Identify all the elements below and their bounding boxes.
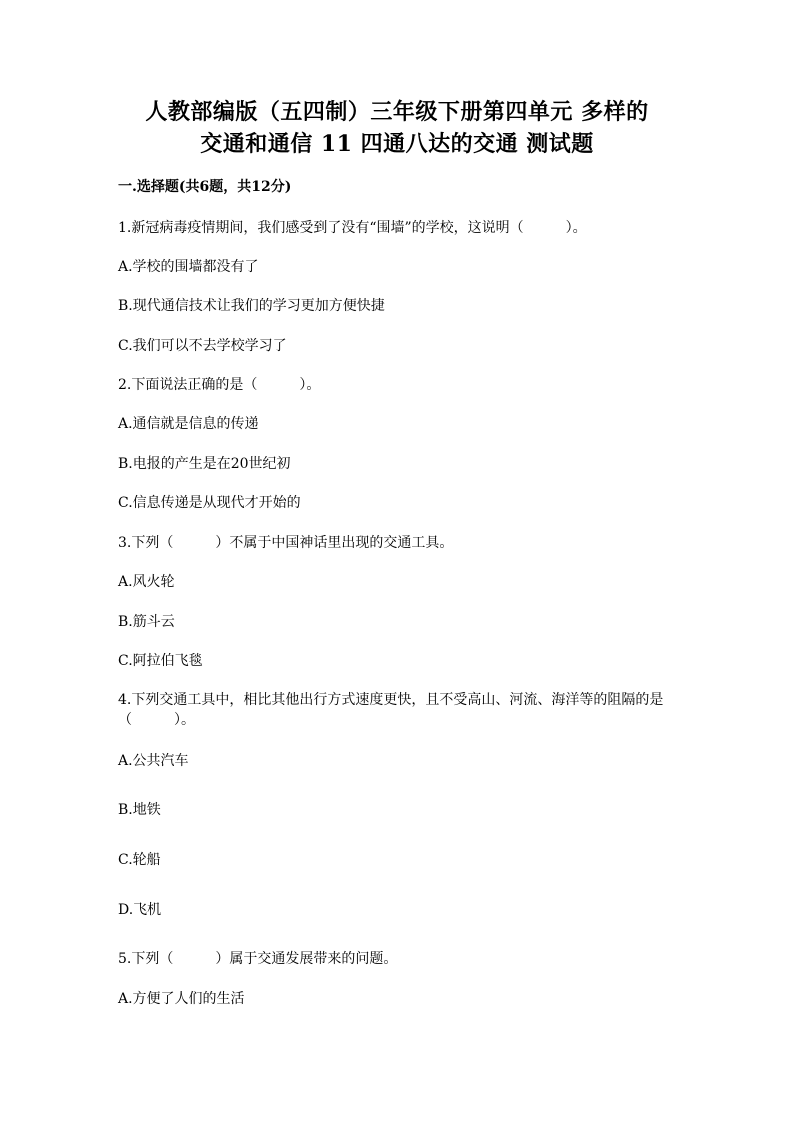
question-2-option-b: B.电报的产生是在20世纪初 — [118, 456, 291, 472]
question-1-option-b: B.现代通信技术让我们的学习更加方便快捷 — [118, 298, 385, 314]
question-2-stem: 2.下面说法正确的是（ ）。 — [118, 377, 321, 393]
question-5-option-a: A.方便了人们的生活 — [118, 991, 245, 1007]
question-4-option-b: B.地铁 — [118, 802, 161, 818]
question-2-option-a: A.通信就是信息的传递 — [118, 416, 259, 432]
question-4-option-c: C.轮船 — [118, 852, 161, 868]
question-4-stem: 4.下列交通工具中，相比其他出行方式速度更快，且不受高山、河流、海洋等的阻隔的是（ ）。 — [118, 692, 664, 728]
question-3-option-c: C.阿拉伯飞毯 — [118, 653, 203, 669]
question-1-stem: 1.新冠病毒疫情期间，我们感受到了没有“围墙”的学校，这说明（ ）。 — [118, 220, 587, 236]
question-4-option-d: D.飞机 — [118, 902, 162, 918]
question-1-option-c: C.我们可以不去学校学习了 — [118, 338, 287, 354]
question-3-option-b: B.筋斗云 — [118, 614, 175, 630]
document-title-line-1: 人教部编版（五四制）三年级下册第四单元 多样的 — [145, 99, 649, 125]
question-5-stem: 5.下列（ ）属于交通发展带来的问题。 — [118, 951, 398, 967]
question-4-option-a: A.公共汽车 — [118, 753, 189, 769]
question-1-option-a: A.学校的围墙都没有了 — [118, 259, 259, 275]
question-2-option-c: C.信息传递是从现代才开始的 — [118, 495, 301, 511]
question-3-option-a: A.风火轮 — [118, 574, 175, 590]
document-title-line-2: 交通和通信 11 四通八达的交通 测试题 — [200, 131, 594, 157]
question-3-stem: 3.下列（ ）不属于中国神话里出现的交通工具。 — [118, 535, 454, 551]
section-heading: 一.选择题(共6题，共12分) — [118, 179, 292, 195]
